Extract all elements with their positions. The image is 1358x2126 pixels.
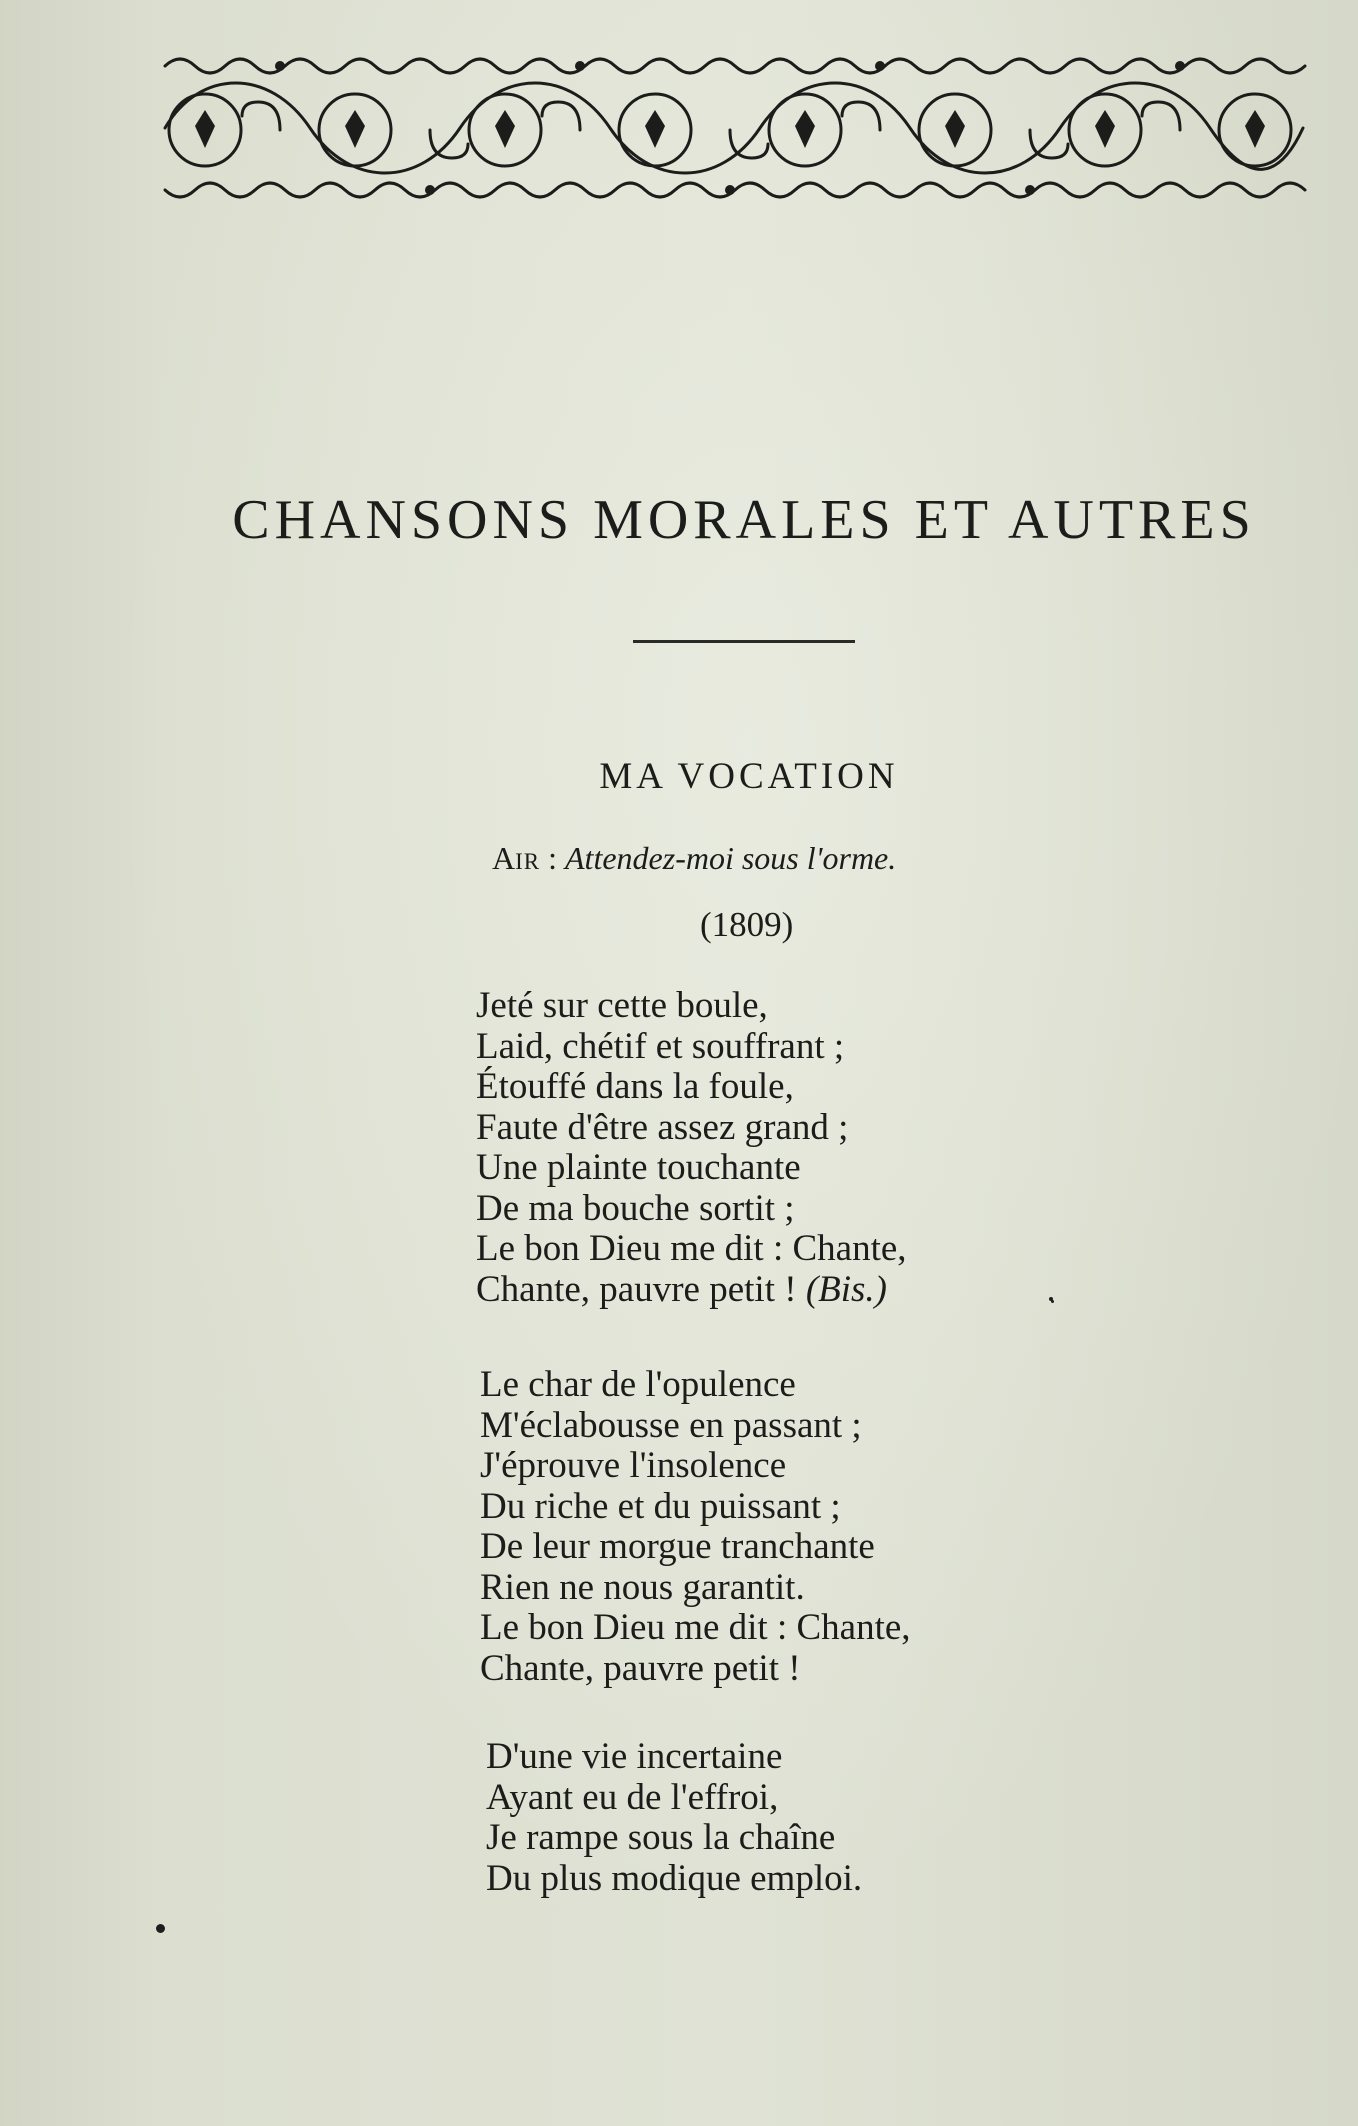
section-title: CHANSONS MORALES ET AUTRES bbox=[232, 489, 1256, 551]
verse-line: Faute d'être assez grand ; bbox=[476, 1106, 849, 1148]
verse-line-with-refrain bbox=[476, 1270, 907, 1311]
title-rule bbox=[633, 640, 855, 643]
air-tune: Attendez-moi sous l'orme. bbox=[565, 840, 897, 876]
air-colon: : bbox=[540, 840, 565, 876]
air-label-initial: A bbox=[492, 840, 516, 876]
stanza-1 bbox=[476, 986, 907, 1310]
verse-line: Je rampe sous la chaîne bbox=[486, 1817, 836, 1858]
paper-speck bbox=[1051, 1300, 1054, 1303]
poem-title: MA VOCATION bbox=[599, 756, 899, 797]
verse-line: Rien ne nous garantit. bbox=[480, 1566, 805, 1608]
verse-line: M'éclabousse en passant ; bbox=[480, 1404, 862, 1446]
verse-line: Du riche et du puissant ; bbox=[480, 1485, 841, 1527]
paper-speck bbox=[156, 1924, 165, 1933]
verse-line: Le bon Dieu me dit : Chante, bbox=[476, 1228, 907, 1269]
verse-line: Jeté sur cette boule, bbox=[476, 985, 768, 1026]
verse-line: Chante, pauvre petit ! bbox=[480, 1647, 801, 1689]
stanza-2 bbox=[480, 1365, 911, 1689]
air-label-rest: IR bbox=[515, 849, 541, 874]
refrain-note: (Bis.) bbox=[805, 1268, 887, 1310]
verse-line-text: Chante, pauvre petit ! bbox=[476, 1268, 806, 1310]
stanza-3 bbox=[486, 1737, 862, 1899]
verse-line: Étouffé dans la foule, bbox=[476, 1066, 794, 1107]
floral-ornament-icon bbox=[160, 48, 1308, 208]
verse-line: Le char de l'opulence bbox=[480, 1364, 796, 1405]
verse-line: Du plus modique emploi. bbox=[486, 1857, 863, 1899]
verse-line: Une plainte touchante bbox=[476, 1147, 801, 1188]
verse-line: Ayant eu de l'effroi, bbox=[486, 1776, 779, 1818]
poem-year: (1809) bbox=[700, 905, 794, 944]
verse-line: De leur morgue tranchante bbox=[480, 1526, 875, 1567]
verse-line: De ma bouche sortit ; bbox=[476, 1187, 795, 1229]
verse-line: Laid, chétif et souffrant ; bbox=[476, 1025, 845, 1067]
verse-line: J'éprouve l'insolence bbox=[480, 1445, 787, 1486]
air-line bbox=[492, 840, 896, 877]
verse-line: D'une vie incertaine bbox=[486, 1736, 783, 1777]
verse-line: Le bon Dieu me dit : Chante, bbox=[480, 1607, 911, 1648]
